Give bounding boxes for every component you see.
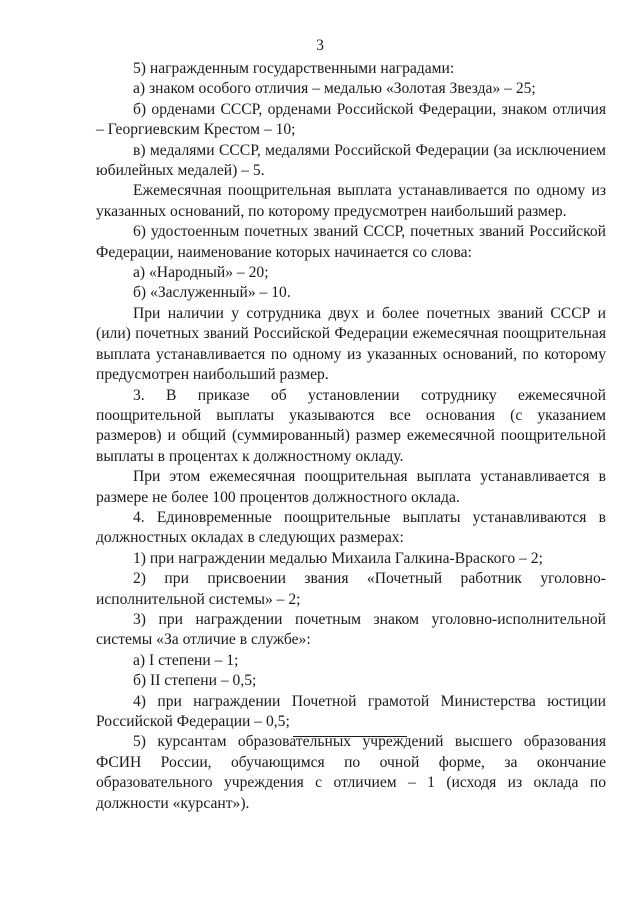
separator-line — [293, 736, 407, 737]
paragraph: 1) при награждении медалью Михаила Галкина-Враского – 2; — [133, 549, 543, 567]
paragraph: При наличии у сотрудника двух и более почетных званий СССР и (или) почетных званий Российской Федерации ежемесячная поощрительная выплата устанавливается по одному из указанных оснований, по которому предусмотрен наибольший размер. — [96, 304, 606, 384]
paragraph: При этом ежемесячная поощрительная выплата устанавливается в размере не более 100 процентов должностного оклада. — [96, 468, 606, 506]
document-body — [96, 59, 606, 814]
paragraph: 6) удостоенным почетных званий СССР, почетных званий Российской Федерации, наименование которых начинается со слова: — [96, 223, 606, 261]
paragraph: в) медалями СССР, медалями Российской Федерации (за исключением юбилейных медалей) – 5. — [96, 141, 606, 180]
paragraph: Ежемесячная поощрительная выплата устанавливается по одному из указанных оснований, по которому предусмотрен наибольший размер. — [96, 182, 606, 220]
paragraph: 2) при присвоении звания «Почетный работник уголовно-исполнительной системы» – 2; — [96, 570, 606, 608]
paragraph: 4) при награждении Почетной грамотой Министерства юстиции Российской Федерации – 0,5; — [96, 692, 606, 730]
paragraph: 3. В приказе об установлении сотруднику ежемесячной поощрительной выплаты указываются все основания (с указанием размеров) и общий (суммированный) размер ежемесячной поощрительной выплаты в процентах к должностному окладу. — [96, 386, 606, 465]
paragraph: 5) награжденным государственными наградами: — [133, 60, 455, 77]
paragraph: 3) при награждении почетным знаком уголовно-исполнительной системы «За отличие в службе»: — [96, 610, 606, 649]
paragraph: 5) курсантам образовательных учреждений высшего образования ФСИН России, обучающимся по очной форме, за окончание образовательного учреждения с отличием – 1 (исходя из оклада по должности «курсант»). — [96, 733, 606, 812]
paragraph: б) «Заслуженный» – 10. — [133, 284, 291, 302]
paragraph: а) «Народный» – 20; — [133, 264, 269, 282]
paragraph: 4. Единовременные поощрительные выплаты устанавливаются в должностных окладах в следующих размерах: — [96, 508, 606, 547]
paragraph: б) II степени – 0,5; — [133, 672, 257, 690]
paragraph: б) орденами СССР, орденами Российской Федерации, знаком отличия – Георгиевским Крестом – 10; — [96, 100, 606, 139]
paragraph: а) I степени – 1; — [133, 651, 239, 669]
page-number: 3 — [316, 37, 324, 54]
paragraph: а) знаком особого отличия – медалью «Золотая Звезда» – 25; — [133, 80, 536, 98]
